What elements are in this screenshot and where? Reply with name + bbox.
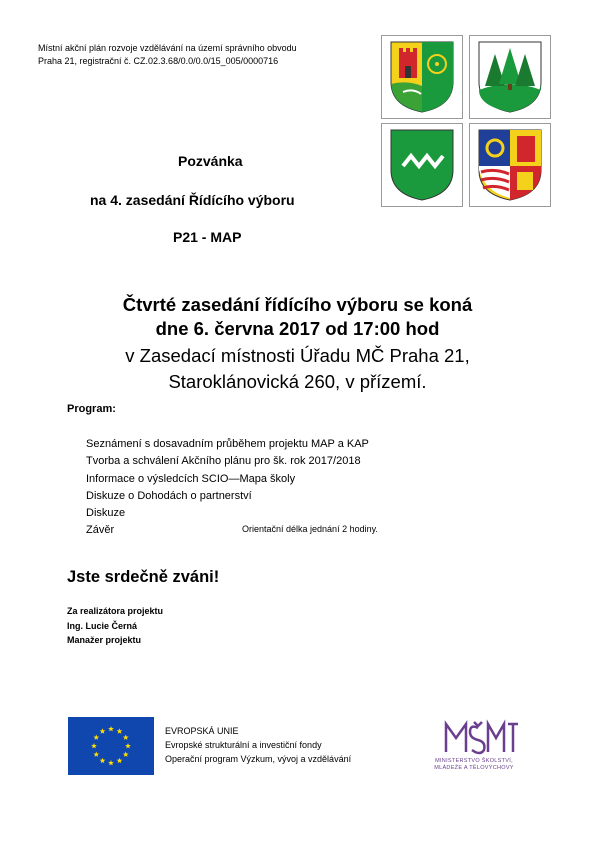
- eu-star-icon: [93, 752, 99, 757]
- eu-star-icon: [100, 758, 106, 763]
- eu-star-icon: [100, 728, 106, 733]
- crest-klanovice-icon: [469, 35, 551, 119]
- eu-star-icon: [117, 758, 123, 763]
- announcement-venue: v Zasedací místnosti Úřadu MČ Praha 21,: [125, 345, 470, 366]
- signature-block: [67, 604, 163, 648]
- eu-star-icon: [123, 735, 129, 740]
- eu-star-icon: [117, 728, 123, 733]
- eu-title: EVROPSKÁ UNIE: [165, 726, 239, 736]
- project-name: P21 - MAP: [173, 229, 242, 245]
- eu-star-icon: [125, 743, 131, 748]
- meeting-subtitle: na 4. zasedání Řídícího výboru: [90, 192, 295, 208]
- header-line-2: Praha 21, registrační č. CZ.02.3.68/0.0/0.0/15_005/0000716: [38, 56, 279, 66]
- eu-flag-icon: [68, 717, 154, 775]
- list-item: Diskuze o Dohodách o partnerství: [86, 489, 252, 502]
- announcement-date: dne 6. června 2017 od 17:00 hod: [155, 318, 440, 339]
- eu-program: Operační program Výzkum, vývoj a vzdělávání: [165, 754, 352, 764]
- crest-kolodeje-icon: [381, 123, 463, 207]
- program-label: Program:: [67, 403, 116, 415]
- msmt-text: [414, 758, 534, 772]
- msmt-logo-icon: [418, 718, 528, 778]
- signature-role: Manažer projektu: [67, 635, 142, 645]
- eu-star-icon: [93, 735, 99, 740]
- coat-of-arms-grid: [381, 35, 551, 207]
- project-header: [38, 42, 378, 68]
- eu-text-block: [165, 724, 351, 766]
- signature-line-1: Za realizátora projektu: [67, 606, 164, 616]
- header-line-1: Místní akční plán rozvoje vzdělávání na území správního obvodu: [38, 43, 297, 53]
- invitation-title: Pozvánka: [178, 153, 243, 169]
- crest-bechovice-icon: [469, 123, 551, 207]
- list-item: Diskuze: [86, 507, 126, 520]
- eu-funds: Evropské strukturální a investiční fondy: [165, 740, 322, 750]
- invite-text: Jste srdečně zváni!: [67, 568, 220, 586]
- eu-star-icon: [108, 726, 114, 731]
- msmt-line-1: MINISTERSTVO ŠKOLSTVÍ,: [435, 758, 513, 764]
- eu-star-icon: [108, 760, 114, 765]
- duration-note: Orientační délka jednání 2 hodiny.: [242, 524, 378, 534]
- announcement-address: Staroklánovická 260, v přízemí.: [168, 371, 427, 392]
- eu-star-icon: [91, 743, 97, 748]
- list-item: Informace o výsledcích SCIO—Mapa školy: [86, 472, 296, 485]
- msmt-line-2: MLÁDEŽE A TĚLOVÝCHOVY: [434, 765, 514, 771]
- announcement-line-1: Čtvrté zasedání řídícího výboru se koná: [122, 294, 473, 315]
- signature-name: Ing. Lucie Černá: [67, 620, 138, 631]
- crest-ujezd-icon: [381, 35, 463, 119]
- list-item: Tvorba a schválení Akčního plánu pro šk. rok 2017/2018: [86, 455, 361, 468]
- list-item: Závěr: [86, 524, 115, 537]
- eu-star-icon: [123, 752, 129, 757]
- list-item: Seznámení s dosavadním průběhem projektu MAP a KAP: [86, 438, 369, 450]
